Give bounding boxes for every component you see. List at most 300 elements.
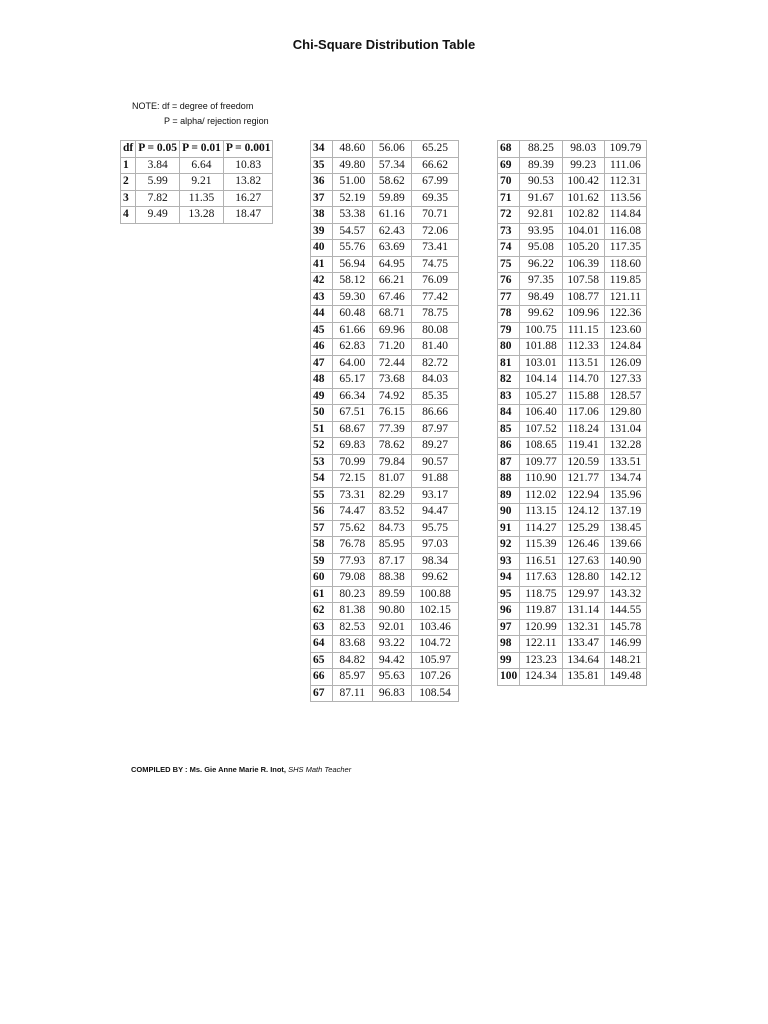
- p005-cell: 97.35: [520, 273, 562, 290]
- table-row: [498, 603, 647, 620]
- df-cell: 38: [311, 207, 333, 224]
- table-row: [311, 586, 459, 603]
- df-cell: 43: [311, 289, 333, 306]
- p005-cell: 64.00: [333, 355, 373, 372]
- p005-cell: 93.95: [520, 223, 562, 240]
- p0001-cell: 123.60: [604, 322, 646, 339]
- p005-cell: 98.49: [520, 289, 562, 306]
- p005-cell: 91.67: [520, 190, 562, 207]
- p0001-cell: 13.82: [223, 174, 273, 191]
- p0001-cell: 109.79: [604, 141, 646, 158]
- df-cell: 82: [498, 372, 520, 389]
- p005-cell: 7.82: [136, 190, 180, 207]
- p005-cell: 99.62: [520, 306, 562, 323]
- p005-cell: 60.48: [333, 306, 373, 323]
- table-row: [498, 372, 647, 389]
- df-cell: 87: [498, 454, 520, 471]
- p005-cell: 73.31: [333, 487, 373, 504]
- p0001-cell: 85.35: [412, 388, 459, 405]
- p001-cell: 119.41: [562, 438, 604, 455]
- table-row: [311, 388, 459, 405]
- header-p001: P = 0.01: [180, 141, 224, 158]
- p005-cell: 83.68: [333, 636, 373, 653]
- table-row: [498, 240, 647, 257]
- table-row: [311, 372, 459, 389]
- df-cell: 56: [311, 504, 333, 521]
- header-p005: P = 0.05: [136, 141, 180, 158]
- p005-cell: 85.97: [333, 669, 373, 686]
- df-cell: 58: [311, 537, 333, 554]
- p005-cell: 100.75: [520, 322, 562, 339]
- df-cell: 69: [498, 157, 520, 174]
- table-row: [498, 471, 647, 488]
- p001-cell: 101.62: [562, 190, 604, 207]
- table-row: [311, 405, 459, 422]
- p005-cell: 59.30: [333, 289, 373, 306]
- p005-cell: 115.39: [520, 537, 562, 554]
- table-row: [311, 141, 459, 158]
- p005-cell: 82.53: [333, 619, 373, 636]
- df-cell: 73: [498, 223, 520, 240]
- table-row: [498, 636, 647, 653]
- table-row: [311, 207, 459, 224]
- df-cell: 90: [498, 504, 520, 521]
- df-cell: 84: [498, 405, 520, 422]
- df-cell: 74: [498, 240, 520, 257]
- p0001-cell: 122.36: [604, 306, 646, 323]
- df-cell: 49: [311, 388, 333, 405]
- p0001-cell: 140.90: [604, 553, 646, 570]
- p0001-cell: 116.08: [604, 223, 646, 240]
- p0001-cell: 118.60: [604, 256, 646, 273]
- p001-cell: 57.34: [372, 157, 412, 174]
- p001-cell: 135.81: [562, 669, 604, 686]
- df-cell: 44: [311, 306, 333, 323]
- df-cell: 98: [498, 636, 520, 653]
- p0001-cell: 144.55: [604, 603, 646, 620]
- p005-cell: 90.53: [520, 174, 562, 191]
- p001-cell: 124.12: [562, 504, 604, 521]
- df-cell: 96: [498, 603, 520, 620]
- p0001-cell: 66.62: [412, 157, 459, 174]
- df-cell: 2: [121, 174, 136, 191]
- p005-cell: 113.15: [520, 504, 562, 521]
- note-block: [132, 99, 269, 129]
- p0001-cell: 77.42: [412, 289, 459, 306]
- table-row: [498, 454, 647, 471]
- df-cell: 92: [498, 537, 520, 554]
- p005-cell: 56.94: [333, 256, 373, 273]
- compiled-label: COMPILED BY : Ms. Gie Anne Marie R. Inot,: [131, 765, 287, 774]
- p005-cell: 119.87: [520, 603, 562, 620]
- p0001-cell: 107.26: [412, 669, 459, 686]
- p0001-cell: 146.99: [604, 636, 646, 653]
- chi-table-2: [310, 140, 459, 702]
- p0001-cell: 128.57: [604, 388, 646, 405]
- p0001-cell: 93.17: [412, 487, 459, 504]
- p001-cell: 129.97: [562, 586, 604, 603]
- p0001-cell: 76.09: [412, 273, 459, 290]
- p0001-cell: 95.75: [412, 520, 459, 537]
- df-cell: 93: [498, 553, 520, 570]
- df-cell: 67: [311, 685, 333, 702]
- p005-cell: 58.12: [333, 273, 373, 290]
- table-row: [311, 454, 459, 471]
- p0001-cell: 132.28: [604, 438, 646, 455]
- p001-cell: 99.23: [562, 157, 604, 174]
- p001-cell: 62.43: [372, 223, 412, 240]
- p005-cell: 3.84: [136, 157, 180, 174]
- table-row: [311, 421, 459, 438]
- p001-cell: 83.52: [372, 504, 412, 521]
- p005-cell: 87.11: [333, 685, 373, 702]
- df-cell: 64: [311, 636, 333, 653]
- table-row: [498, 322, 647, 339]
- p005-cell: 114.27: [520, 520, 562, 537]
- p0001-cell: 112.31: [604, 174, 646, 191]
- p005-cell: 84.82: [333, 652, 373, 669]
- table-row: [311, 520, 459, 537]
- table-row: [121, 157, 273, 174]
- df-cell: 80: [498, 339, 520, 356]
- p0001-cell: 10.83: [223, 157, 273, 174]
- p001-cell: 67.46: [372, 289, 412, 306]
- p001-cell: 58.62: [372, 174, 412, 191]
- table-row: [498, 520, 647, 537]
- p0001-cell: 124.84: [604, 339, 646, 356]
- table-row: [311, 339, 459, 356]
- p001-cell: 114.70: [562, 372, 604, 389]
- df-cell: 99: [498, 652, 520, 669]
- p001-cell: 68.71: [372, 306, 412, 323]
- table-row: [311, 322, 459, 339]
- df-cell: 37: [311, 190, 333, 207]
- p005-cell: 112.02: [520, 487, 562, 504]
- df-cell: 85: [498, 421, 520, 438]
- p0001-cell: 102.15: [412, 603, 459, 620]
- p001-cell: 96.83: [372, 685, 412, 702]
- p005-cell: 108.65: [520, 438, 562, 455]
- p001-cell: 66.21: [372, 273, 412, 290]
- chi-table-3: [497, 140, 647, 686]
- table-row: [311, 471, 459, 488]
- p001-cell: 88.38: [372, 570, 412, 587]
- table-row: [498, 421, 647, 438]
- table-row: [498, 207, 647, 224]
- note-df: NOTE: df = degree of freedom: [132, 101, 254, 111]
- p005-cell: 52.19: [333, 190, 373, 207]
- table-row: [311, 157, 459, 174]
- p001-cell: 117.06: [562, 405, 604, 422]
- p0001-cell: 100.88: [412, 586, 459, 603]
- df-cell: 100: [498, 669, 520, 686]
- p0001-cell: 18.47: [223, 207, 273, 224]
- p005-cell: 81.38: [333, 603, 373, 620]
- table-row: [498, 504, 647, 521]
- header-row: [121, 141, 273, 158]
- p001-cell: 95.63: [372, 669, 412, 686]
- table-row: [311, 438, 459, 455]
- table-row: [121, 190, 273, 207]
- table-row: [498, 190, 647, 207]
- p005-cell: 123.23: [520, 652, 562, 669]
- p005-cell: 61.66: [333, 322, 373, 339]
- p005-cell: 117.63: [520, 570, 562, 587]
- p001-cell: 64.95: [372, 256, 412, 273]
- p001-cell: 126.46: [562, 537, 604, 554]
- p005-cell: 69.83: [333, 438, 373, 455]
- p0001-cell: 139.66: [604, 537, 646, 554]
- p0001-cell: 145.78: [604, 619, 646, 636]
- p0001-cell: 148.21: [604, 652, 646, 669]
- p005-cell: 79.08: [333, 570, 373, 587]
- p0001-cell: 84.03: [412, 372, 459, 389]
- table-row: [311, 685, 459, 702]
- df-cell: 71: [498, 190, 520, 207]
- p001-cell: 69.96: [372, 322, 412, 339]
- p005-cell: 5.99: [136, 174, 180, 191]
- df-cell: 55: [311, 487, 333, 504]
- p0001-cell: 74.75: [412, 256, 459, 273]
- table-row: [311, 537, 459, 554]
- p0001-cell: 99.62: [412, 570, 459, 587]
- p001-cell: 81.07: [372, 471, 412, 488]
- table-row: [311, 652, 459, 669]
- p0001-cell: 149.48: [604, 669, 646, 686]
- p0001-cell: 65.25: [412, 141, 459, 158]
- p0001-cell: 81.40: [412, 339, 459, 356]
- p005-cell: 105.27: [520, 388, 562, 405]
- p0001-cell: 98.34: [412, 553, 459, 570]
- p005-cell: 62.83: [333, 339, 373, 356]
- p001-cell: 104.01: [562, 223, 604, 240]
- p005-cell: 53.38: [333, 207, 373, 224]
- p005-cell: 124.34: [520, 669, 562, 686]
- p005-cell: 106.40: [520, 405, 562, 422]
- p0001-cell: 138.45: [604, 520, 646, 537]
- p0001-cell: 69.35: [412, 190, 459, 207]
- p001-cell: 109.96: [562, 306, 604, 323]
- df-cell: 61: [311, 586, 333, 603]
- p005-cell: 120.99: [520, 619, 562, 636]
- df-cell: 77: [498, 289, 520, 306]
- p001-cell: 90.80: [372, 603, 412, 620]
- p001-cell: 92.01: [372, 619, 412, 636]
- df-cell: 78: [498, 306, 520, 323]
- table-row: [498, 339, 647, 356]
- p001-cell: 87.17: [372, 553, 412, 570]
- table-row: [311, 256, 459, 273]
- compiler-role: SHS Math Teacher: [288, 765, 352, 774]
- p0001-cell: 104.72: [412, 636, 459, 653]
- p005-cell: 49.80: [333, 157, 373, 174]
- p005-cell: 122.11: [520, 636, 562, 653]
- table-row: [498, 652, 647, 669]
- note-p: P = alpha/ rejection region: [164, 116, 269, 126]
- p001-cell: 122.94: [562, 487, 604, 504]
- df-cell: 1: [121, 157, 136, 174]
- p001-cell: 98.03: [562, 141, 604, 158]
- p005-cell: 75.62: [333, 520, 373, 537]
- table-row: [498, 306, 647, 323]
- table-row: [498, 289, 647, 306]
- df-cell: 39: [311, 223, 333, 240]
- table-row: [498, 586, 647, 603]
- p0001-cell: 70.71: [412, 207, 459, 224]
- p0001-cell: 113.56: [604, 190, 646, 207]
- p001-cell: 112.33: [562, 339, 604, 356]
- table-row: [311, 619, 459, 636]
- df-cell: 66: [311, 669, 333, 686]
- df-cell: 52: [311, 438, 333, 455]
- p001-cell: 111.15: [562, 322, 604, 339]
- df-cell: 97: [498, 619, 520, 636]
- p001-cell: 73.68: [372, 372, 412, 389]
- p005-cell: 95.08: [520, 240, 562, 257]
- p001-cell: 134.64: [562, 652, 604, 669]
- p0001-cell: 142.12: [604, 570, 646, 587]
- df-cell: 79: [498, 322, 520, 339]
- p0001-cell: 143.32: [604, 586, 646, 603]
- table-row: [498, 669, 647, 686]
- table-row: [121, 174, 273, 191]
- table-row: [498, 405, 647, 422]
- df-cell: 91: [498, 520, 520, 537]
- df-cell: 53: [311, 454, 333, 471]
- p001-cell: 128.80: [562, 570, 604, 587]
- df-cell: 47: [311, 355, 333, 372]
- compiled-by: [131, 765, 351, 774]
- chi-table-1: [120, 140, 273, 224]
- p001-cell: 85.95: [372, 537, 412, 554]
- p005-cell: 88.25: [520, 141, 562, 158]
- df-cell: 75: [498, 256, 520, 273]
- table-row: [311, 289, 459, 306]
- table-row: [311, 306, 459, 323]
- p001-cell: 76.15: [372, 405, 412, 422]
- df-cell: 48: [311, 372, 333, 389]
- p0001-cell: 121.11: [604, 289, 646, 306]
- p005-cell: 110.90: [520, 471, 562, 488]
- table-row: [311, 636, 459, 653]
- df-cell: 45: [311, 322, 333, 339]
- p0001-cell: 105.97: [412, 652, 459, 669]
- p005-cell: 54.57: [333, 223, 373, 240]
- p005-cell: 67.51: [333, 405, 373, 422]
- p005-cell: 77.93: [333, 553, 373, 570]
- table-row: [311, 273, 459, 290]
- p0001-cell: 72.06: [412, 223, 459, 240]
- p005-cell: 109.77: [520, 454, 562, 471]
- df-cell: 59: [311, 553, 333, 570]
- p005-cell: 66.34: [333, 388, 373, 405]
- p0001-cell: 87.97: [412, 421, 459, 438]
- p005-cell: 65.17: [333, 372, 373, 389]
- p005-cell: 104.14: [520, 372, 562, 389]
- df-cell: 81: [498, 355, 520, 372]
- df-cell: 83: [498, 388, 520, 405]
- p0001-cell: 16.27: [223, 190, 273, 207]
- df-cell: 46: [311, 339, 333, 356]
- p0001-cell: 133.51: [604, 454, 646, 471]
- df-cell: 63: [311, 619, 333, 636]
- table-row: [498, 256, 647, 273]
- table-row: [498, 619, 647, 636]
- p0001-cell: 127.33: [604, 372, 646, 389]
- p001-cell: 63.69: [372, 240, 412, 257]
- table-row: [311, 669, 459, 686]
- table-row: [311, 223, 459, 240]
- p001-cell: 131.14: [562, 603, 604, 620]
- p001-cell: 78.62: [372, 438, 412, 455]
- p0001-cell: 86.66: [412, 405, 459, 422]
- df-cell: 4: [121, 207, 136, 224]
- p005-cell: 107.52: [520, 421, 562, 438]
- df-cell: 51: [311, 421, 333, 438]
- p0001-cell: 91.88: [412, 471, 459, 488]
- p0001-cell: 80.08: [412, 322, 459, 339]
- p001-cell: 121.77: [562, 471, 604, 488]
- p005-cell: 92.81: [520, 207, 562, 224]
- p001-cell: 77.39: [372, 421, 412, 438]
- p005-cell: 48.60: [333, 141, 373, 158]
- table-row: [311, 240, 459, 257]
- df-cell: 72: [498, 207, 520, 224]
- p001-cell: 79.84: [372, 454, 412, 471]
- p005-cell: 96.22: [520, 256, 562, 273]
- p0001-cell: 94.47: [412, 504, 459, 521]
- table-row: [498, 174, 647, 191]
- p001-cell: 133.47: [562, 636, 604, 653]
- table-row: [311, 553, 459, 570]
- df-cell: 3: [121, 190, 136, 207]
- p0001-cell: 73.41: [412, 240, 459, 257]
- p001-cell: 6.64: [180, 157, 224, 174]
- df-cell: 76: [498, 273, 520, 290]
- table-row: [498, 388, 647, 405]
- p0001-cell: 108.54: [412, 685, 459, 702]
- p001-cell: 102.82: [562, 207, 604, 224]
- df-cell: 88: [498, 471, 520, 488]
- p005-cell: 118.75: [520, 586, 562, 603]
- p0001-cell: 111.06: [604, 157, 646, 174]
- df-cell: 94: [498, 570, 520, 587]
- p0001-cell: 78.75: [412, 306, 459, 323]
- p005-cell: 68.67: [333, 421, 373, 438]
- p005-cell: 103.01: [520, 355, 562, 372]
- p001-cell: 127.63: [562, 553, 604, 570]
- p0001-cell: 134.74: [604, 471, 646, 488]
- df-cell: 70: [498, 174, 520, 191]
- df-cell: 35: [311, 157, 333, 174]
- p001-cell: 82.29: [372, 487, 412, 504]
- table-row: [311, 174, 459, 191]
- p001-cell: 71.20: [372, 339, 412, 356]
- header-p0001: P = 0.001: [223, 141, 273, 158]
- p0001-cell: 129.80: [604, 405, 646, 422]
- df-cell: 57: [311, 520, 333, 537]
- p0001-cell: 82.72: [412, 355, 459, 372]
- table-row: [498, 157, 647, 174]
- p001-cell: 105.20: [562, 240, 604, 257]
- p005-cell: 101.88: [520, 339, 562, 356]
- table-row: [498, 487, 647, 504]
- p001-cell: 108.77: [562, 289, 604, 306]
- p001-cell: 118.24: [562, 421, 604, 438]
- df-cell: 36: [311, 174, 333, 191]
- table-row: [311, 487, 459, 504]
- table-row: [311, 603, 459, 620]
